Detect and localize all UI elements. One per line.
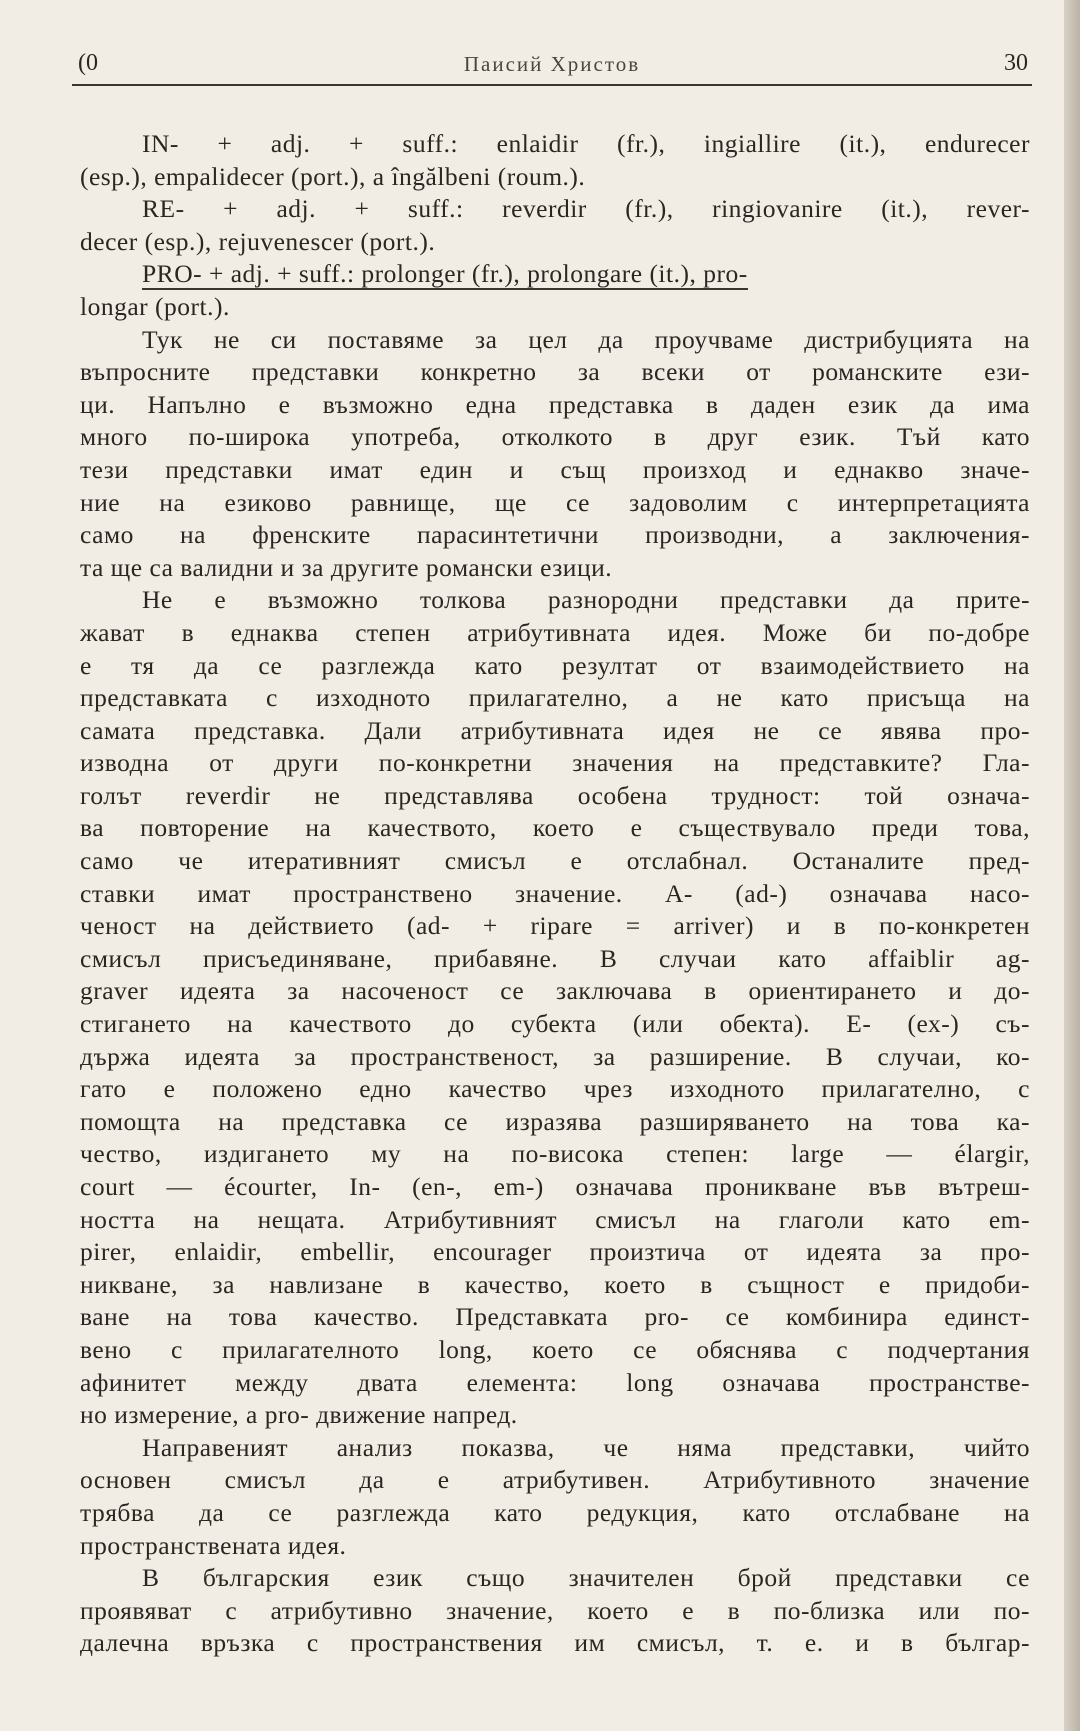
text-line: самата представка. Дали атрибутивната идея не се явява про-	[80, 715, 1030, 745]
text-line	[80, 258, 1030, 291]
text-line: тези представки имат един и същ произход и еднакво значе-	[80, 454, 1030, 484]
text-line: гато е положено едно качество чрез изходното прилагателно, с	[80, 1074, 1030, 1104]
text-line: ставки имат пространствено значение. А- (ad-) означава насо-	[80, 878, 1030, 908]
text-line: Направеният анализ показва, че няма представки, чийто	[142, 1432, 1030, 1462]
text-line: Не е възможно толкова разнородни представки да прите-	[142, 585, 1030, 615]
text-line: никване, за навлизане в качество, което в същност е придоби-	[80, 1269, 1030, 1299]
text-line: В българския език също значителен брой представки се	[142, 1563, 1030, 1593]
text-line: помощта на представка се изразява разширяването на това ка-	[80, 1106, 1030, 1136]
text-line: далечна връзка с пространствения им смисъл, т. е. и в българ-	[80, 1628, 1030, 1658]
text-line: изводна от други по-конкретни значения на представките? Гла-	[80, 748, 1030, 778]
page-edge	[1064, 0, 1080, 1731]
text-line: вено с прилагателното long, което се обяснява с подчертания	[80, 1334, 1030, 1364]
text-line: ние на езиково равнище, ще се задоволим с интерпретацията	[80, 487, 1030, 517]
running-title: Паисий Христов	[463, 52, 641, 76]
text-line: трябва да се разглежда като редукция, като отслабване на	[80, 1497, 1030, 1527]
text-line: longar (port.).	[80, 291, 230, 321]
text-line: представката с изходното прилагателно, а не като присъща на	[80, 683, 1030, 713]
page-number-right: 30	[1004, 50, 1028, 76]
text-line: афинитет между двата елемента: long означава пространстве-	[80, 1367, 1030, 1397]
text-line: RE- + adj. + suff.: reverdir (fr.), ringiovanire (it.), rever-	[142, 194, 1030, 224]
body-text	[80, 128, 1030, 1660]
text-line: pirer, enlaidir, embellir, encourager произтича от идеята за про-	[80, 1237, 1030, 1267]
text-line: чество, издигането му на по-висока степен: large — élargir,	[80, 1139, 1030, 1169]
text-line: court — écourter, In- (en-, em-) означава проникване във вътреш-	[80, 1172, 1030, 1201]
text-line: въпросните представки конкретно за всеки от романските ези-	[80, 357, 1030, 387]
text-line: ността на нещата. Атрибутивният смисъл на глаголи като em-	[80, 1204, 1030, 1234]
text-line: основен смисъл да е атрибутивен. Атрибутивното значение	[80, 1465, 1030, 1495]
text-line: (esp.), empalidecer (port.), a îngălbeni (roum.).	[80, 161, 586, 191]
text-line: смисъл присъединяване, прибавяне. В случаи като affaiblir ag-	[80, 943, 1030, 973]
text-line: ченост на действието (ad- + ripare = arriver) и в по-конкретен	[80, 911, 1030, 941]
text-line: много по-широка употреба, отколкото в друг език. Тъй като	[80, 422, 1030, 452]
text-line: жават в еднаква степен атрибутивната идея. Може би по-добре	[80, 617, 1030, 647]
underlined-formula: PRO- + adj. + suff.: prolonger (fr.), prolongare (it.), pro-	[142, 259, 748, 289]
text-line: та ще са валидни и за другите романски езици.	[80, 552, 613, 582]
text-line: Тук не си поставяме за цел да проучваме дистрибуцията на	[142, 324, 1030, 354]
text-line: само че итеративният смисъл е отслабнал. Останалите пред-	[80, 846, 1030, 876]
text-line: ва повторение на качеството, което е съществувало преди това,	[80, 813, 1030, 843]
text-line: държа идеята за пространственост, за разширение. В случаи, ко-	[80, 1041, 1030, 1071]
text-line: пространствената идея.	[80, 1530, 347, 1560]
text-line: проявяват с атрибутивно значение, което е в по-близка или по-	[80, 1595, 1030, 1625]
text-line: graver идеята за насоченост се заключава в ориентирането и до-	[80, 976, 1030, 1006]
text-line: само на френските парасинтетични производни, а заключения-	[80, 520, 1030, 550]
page-number-left: (0	[78, 50, 98, 76]
text-line: IN- + adj. + suff.: enlaidir (fr.), ingiallire (it.), endurecer	[142, 129, 1030, 158]
running-header	[72, 40, 1032, 86]
text-line: е тя да се разглежда като резултат от взаимодействието на	[80, 650, 1030, 680]
text-line: decer (esp.), rejuvenescer (port.).	[80, 226, 436, 256]
text-line: голът reverdir не представлява особена трудност: той означа-	[80, 780, 1030, 810]
text-line: стигането на качеството до субекта (или обекта). Е- (ех-) съ-	[80, 1009, 1030, 1039]
text-line: но измерение, а pro- движение напред.	[80, 1400, 518, 1430]
text-line: ване на това качество. Представката pro- се комбинира единст-	[80, 1302, 1030, 1332]
text-line: ци. Напълно е възможно една представка в даден език да има	[80, 389, 1030, 419]
